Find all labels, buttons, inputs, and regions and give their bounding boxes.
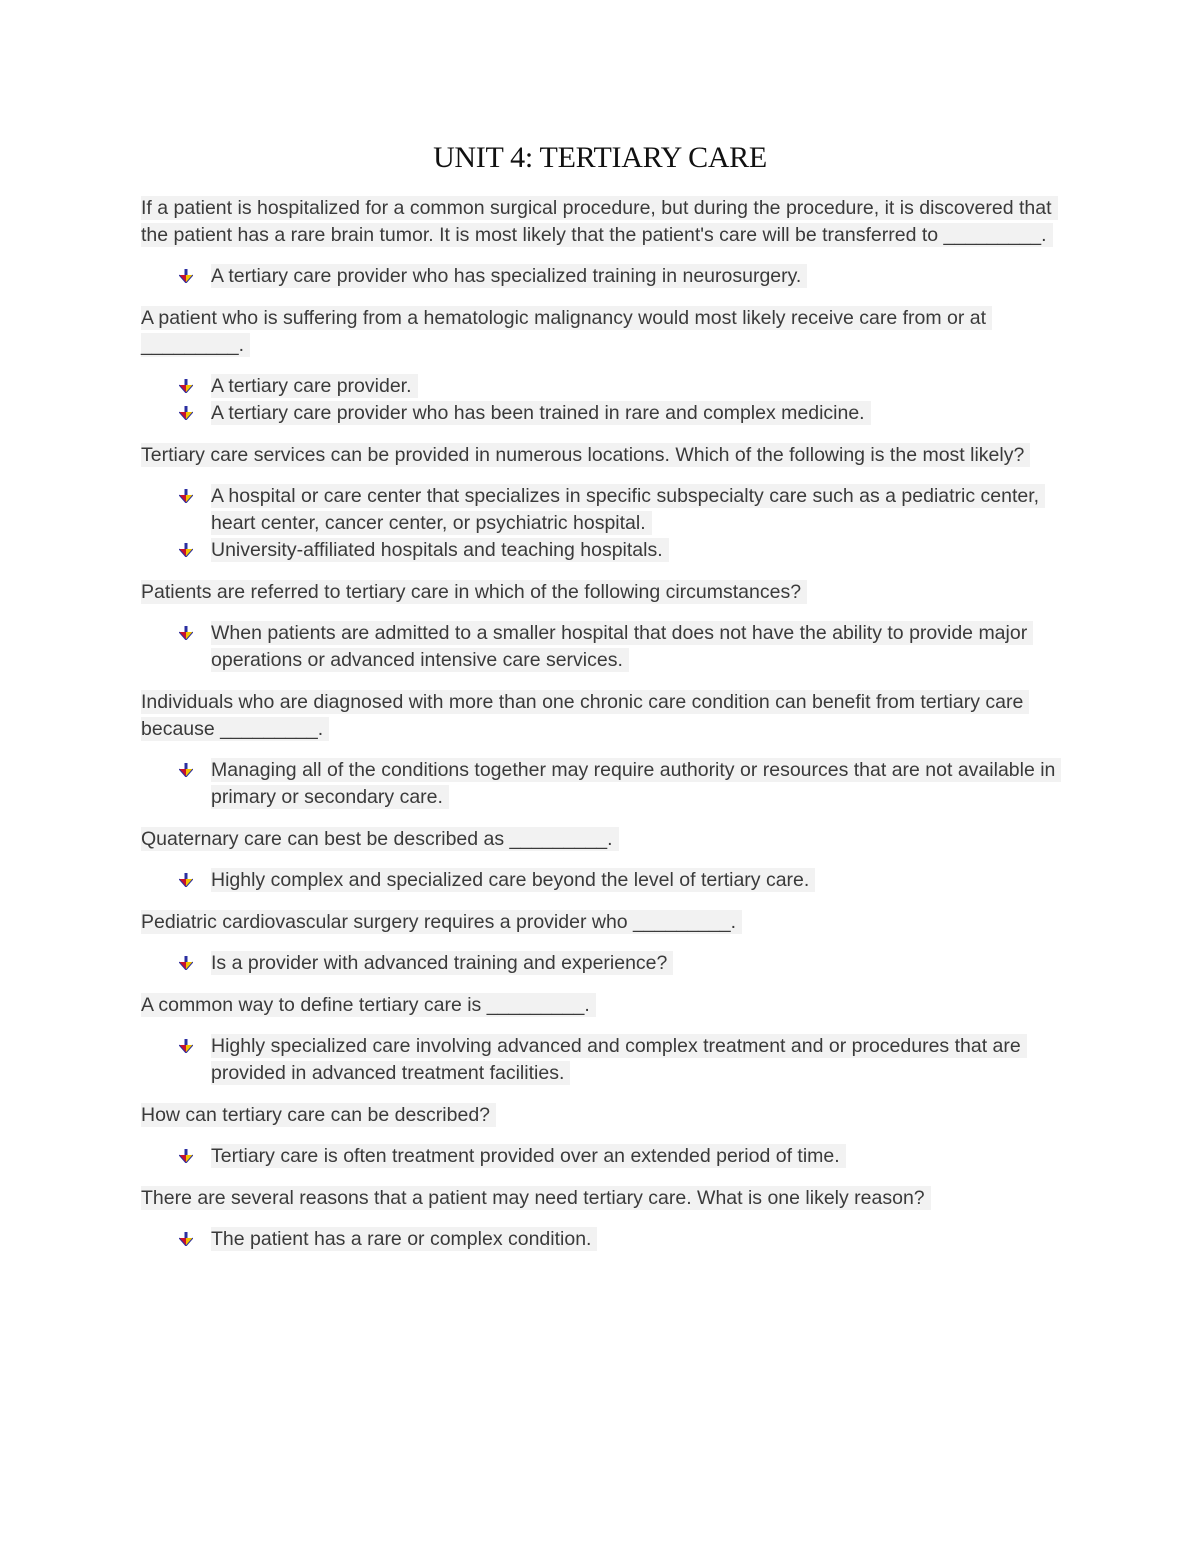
arrow-down-bullet-icon [179,873,193,887]
question-text [141,689,1066,743]
answer-text: A hospital or care center that specializes in specific subspecialty care such as a pediatric center, heart center, cancer center, or psychiatric hospital. [211,484,1045,535]
answer-list [141,867,1066,894]
answer-text: A tertiary care provider who has been trained in rare and complex medicine. [211,401,871,425]
answer-list [141,757,1066,811]
arrow-down-bullet-icon [179,956,193,970]
arrow-down-bullet-icon [179,1232,193,1246]
answer-text: University-affiliated hospitals and teaching hospitals. [211,538,669,562]
qa-content [141,195,1066,1268]
question-text [141,826,1066,853]
answer-item [141,620,1066,674]
question-text [141,1102,1066,1129]
answer-item [141,867,1066,894]
answer-item [141,950,1066,977]
answer-text: Tertiary care is often treatment provided over an extended period of time. [211,1144,846,1168]
question-text [141,992,1066,1019]
question-text-highlight: Pediatric cardiovascular surgery requires a provider who _________. [141,910,742,934]
question-text [141,1185,1066,1212]
question-text-highlight: Patients are referred to tertiary care in which of the following circumstances? [141,580,807,604]
answer-item [141,1143,1066,1170]
arrow-down-bullet-icon [179,269,193,283]
answer-text: Highly specialized care involving advanced and complex treatment and or procedures that are provided in advanced treatment facilities. [211,1034,1027,1085]
answer-list [141,950,1066,977]
answer-list [141,1143,1066,1170]
answer-item [141,1033,1066,1087]
question-text [141,442,1066,469]
arrow-down-bullet-icon [179,406,193,420]
answer-text: When patients are admitted to a smaller hospital that does not have the ability to provide major operations or advanced intensive care services. [211,621,1033,672]
question-text-highlight: A patient who is suffering from a hematologic malignancy would most likely receive care from or at _________. [141,306,992,357]
answer-item [141,537,1066,564]
question-text-highlight: A common way to define tertiary care is _________. [141,993,596,1017]
answer-text: Is a provider with advanced training and experience? [211,951,673,975]
page-title: UNIT 4: TERTIARY CARE [433,141,767,174]
answer-text: A tertiary care provider who has specialized training in neurosurgery. [211,264,807,288]
arrow-down-bullet-icon [179,489,193,503]
answer-text: Managing all of the conditions together may require authority or resources that are not available in primary or secondary care. [211,758,1061,809]
answer-list [141,483,1066,564]
question-text-highlight: Tertiary care services can be provided in numerous locations. Which of the following is the most likely? [141,443,1030,467]
question-text [141,305,1066,359]
answer-list [141,1226,1066,1253]
question-text-highlight: How can tertiary care can be described? [141,1103,496,1127]
arrow-down-bullet-icon [179,379,193,393]
question-text-highlight: If a patient is hospitalized for a common surgical procedure, but during the procedure, it is discovered that the patient has a rare brain tumor. It is most likely that the patient's care will be transferred to _________. [141,196,1058,247]
arrow-down-bullet-icon [179,1039,193,1053]
answer-item [141,373,1066,400]
answer-item [141,483,1066,537]
answer-text: The patient has a rare or complex condition. [211,1227,597,1251]
question-text-highlight: There are several reasons that a patient may need tertiary care. What is one likely reason? [141,1186,931,1210]
answer-item [141,400,1066,427]
answer-text: Highly complex and specialized care beyond the level of tertiary care. [211,868,815,892]
answer-list [141,373,1066,427]
arrow-down-bullet-icon [179,543,193,557]
arrow-down-bullet-icon [179,1149,193,1163]
question-text-highlight: Individuals who are diagnosed with more than one chronic care condition can benefit from tertiary care because _________. [141,690,1029,741]
answer-list [141,620,1066,674]
question-text [141,195,1066,249]
answer-list [141,1033,1066,1087]
answer-item [141,263,1066,290]
answer-list [141,263,1066,290]
answer-item [141,757,1066,811]
question-text [141,579,1066,606]
answer-item [141,1226,1066,1253]
arrow-down-bullet-icon [179,763,193,777]
arrow-down-bullet-icon [179,626,193,640]
answer-text: A tertiary care provider. [211,374,418,398]
question-text-highlight: Quaternary care can best be described as _________. [141,827,619,851]
question-text [141,909,1066,936]
